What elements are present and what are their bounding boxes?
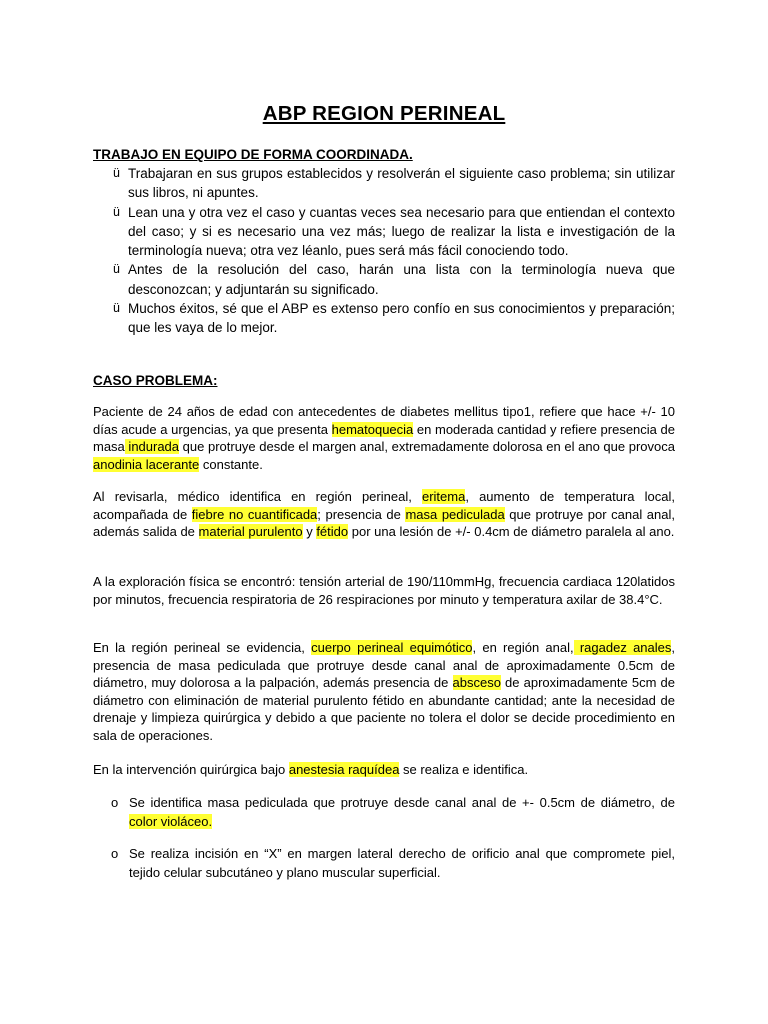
instruction-item — [93, 164, 675, 203]
highlighted-term: cuerpo perineal equimótico — [311, 640, 473, 655]
case-paragraph-1 — [93, 403, 675, 473]
text-run: ; presencia de — [317, 506, 406, 522]
text-run: Se realiza incisión en “X” en margen lateral derecho de orificio anal que compromete piel, tejido celular subcutáneo y plano muscular superficial. — [129, 846, 675, 880]
instructions-list — [93, 164, 675, 338]
highlighted-term: color violáceo. — [129, 814, 213, 829]
check-bullet-icon: ü — [113, 204, 120, 219]
highlighted-term: anodinia lacerante — [93, 456, 200, 472]
highlighted-term: material purulento — [198, 524, 303, 540]
text-run: de aproximadamente 5cm de diámetro con eliminación de material purulento fétido en abundante cantidad; ante la necesidad de drenaje y limpieza quirúrgica y debido a que paciente no tolera el dolor se decide procedimiento en sala de operaciones. — [93, 675, 675, 743]
procedure-item — [111, 793, 675, 831]
text-run: En la región perineal se evidencia, — [93, 640, 312, 655]
case-heading: CASO PROBLEMA: — [93, 373, 218, 388]
check-bullet-icon: ü — [113, 166, 120, 180]
text-run: , en región anal, — [472, 640, 574, 655]
text-run: Al revisarla, médico identifica en región perineal, — [93, 489, 422, 504]
text-run: , presencia de masa pediculada que protruye desde canal anal de aproximadamente 0.5cm de diámetro, muy dolorosa a la palpación, además presencia de — [93, 640, 676, 691]
circle-bullet-icon: o — [111, 846, 119, 861]
text-run: En la intervención quirúrgica bajo — [93, 762, 289, 777]
highlighted-term: hematoquecia — [331, 421, 414, 437]
highlighted-term: eritema — [421, 489, 466, 504]
text-run: y — [302, 524, 317, 540]
instruction-text: Trabajaran en sus grupos establecidos y resolverán el siguiente caso problema; sin utilizar sus libros, ni apuntes. — [128, 166, 675, 201]
instruction-item — [93, 299, 675, 338]
check-bullet-icon: ü — [113, 301, 120, 316]
document-title: ABP REGION PERINEAL — [262, 102, 506, 125]
highlighted-term: ragadez anales — [573, 640, 672, 655]
text-run: Paciente de 24 años de edad con antecedentes de diabetes mellitus tipo1, refiere que hace +/- 10 días acude a urgencias, ya que presenta — [93, 404, 675, 437]
highlighted-term: fiebre no cuantificada — [191, 506, 318, 522]
text-run: que protruye por canal anal, además salida de — [93, 506, 675, 540]
case-paragraph-5 — [93, 761, 675, 779]
case-paragraph-2 — [93, 488, 675, 541]
instruction-text: Antes de la resolución del caso, harán una lista con la terminología nueva que desconozcan; y adjuntarán su significado. — [128, 262, 675, 297]
highlighted-term: fétido — [316, 524, 349, 540]
procedure-item — [111, 844, 675, 882]
instruction-text: Lean una y otra vez el caso y cuantas veces sea necesario para que entiendan el contexto del caso; y si es necesario una vez más; luego de realizar la lista e investigación de la terminología nueva; otra vez léanlo, pues será más fácil conociendo todo. — [128, 204, 675, 259]
text-run: en moderada cantidad y refiere presencia de masa — [93, 421, 675, 455]
text-run: Se identifica masa pediculada que protruye desde canal anal de +- 0.5cm de diámetro, de — [129, 795, 675, 810]
check-bullet-icon: ü — [113, 262, 120, 277]
team-heading: TRABAJO EN EQUIPO DE FORMA COORDINADA. — [93, 147, 413, 162]
circle-bullet-icon: o — [111, 795, 119, 810]
text-run: que protruye desde el margen anal, extremadamente dolorosa en el ano que provoca — [179, 439, 675, 455]
text-run: se realiza e identifica. — [399, 762, 529, 777]
highlighted-term: absceso — [452, 675, 501, 691]
highlighted-term: masa pediculada — [405, 506, 505, 522]
text-run: A la exploración física se encontró: tensión arterial de 190/110mmHg, frecuencia cardiaca 120latidos por minutos, frecuencia respiratoria de 26 respiraciones por minuto y temperatura axilar de 38.4°C. — [93, 574, 675, 607]
text-run: por una lesión de +/- 0.4cm de diámetro paralela al ano. — [348, 524, 675, 540]
highlighted-term: indurada — [124, 439, 180, 455]
instruction-text: Muchos éxitos, sé que el ABP es extenso pero confío en sus conocimientos y preparación; que les vaya de lo mejor. — [128, 301, 675, 336]
case-paragraph-4 — [93, 639, 675, 745]
case-paragraph-3 — [93, 573, 675, 608]
instruction-item — [93, 260, 675, 299]
text-run: constante. — [199, 456, 263, 472]
instruction-item — [93, 203, 675, 261]
text-run: , aumento de temperatura local, acompañada de — [93, 489, 675, 522]
highlighted-term: anestesia raquídea — [288, 762, 400, 777]
